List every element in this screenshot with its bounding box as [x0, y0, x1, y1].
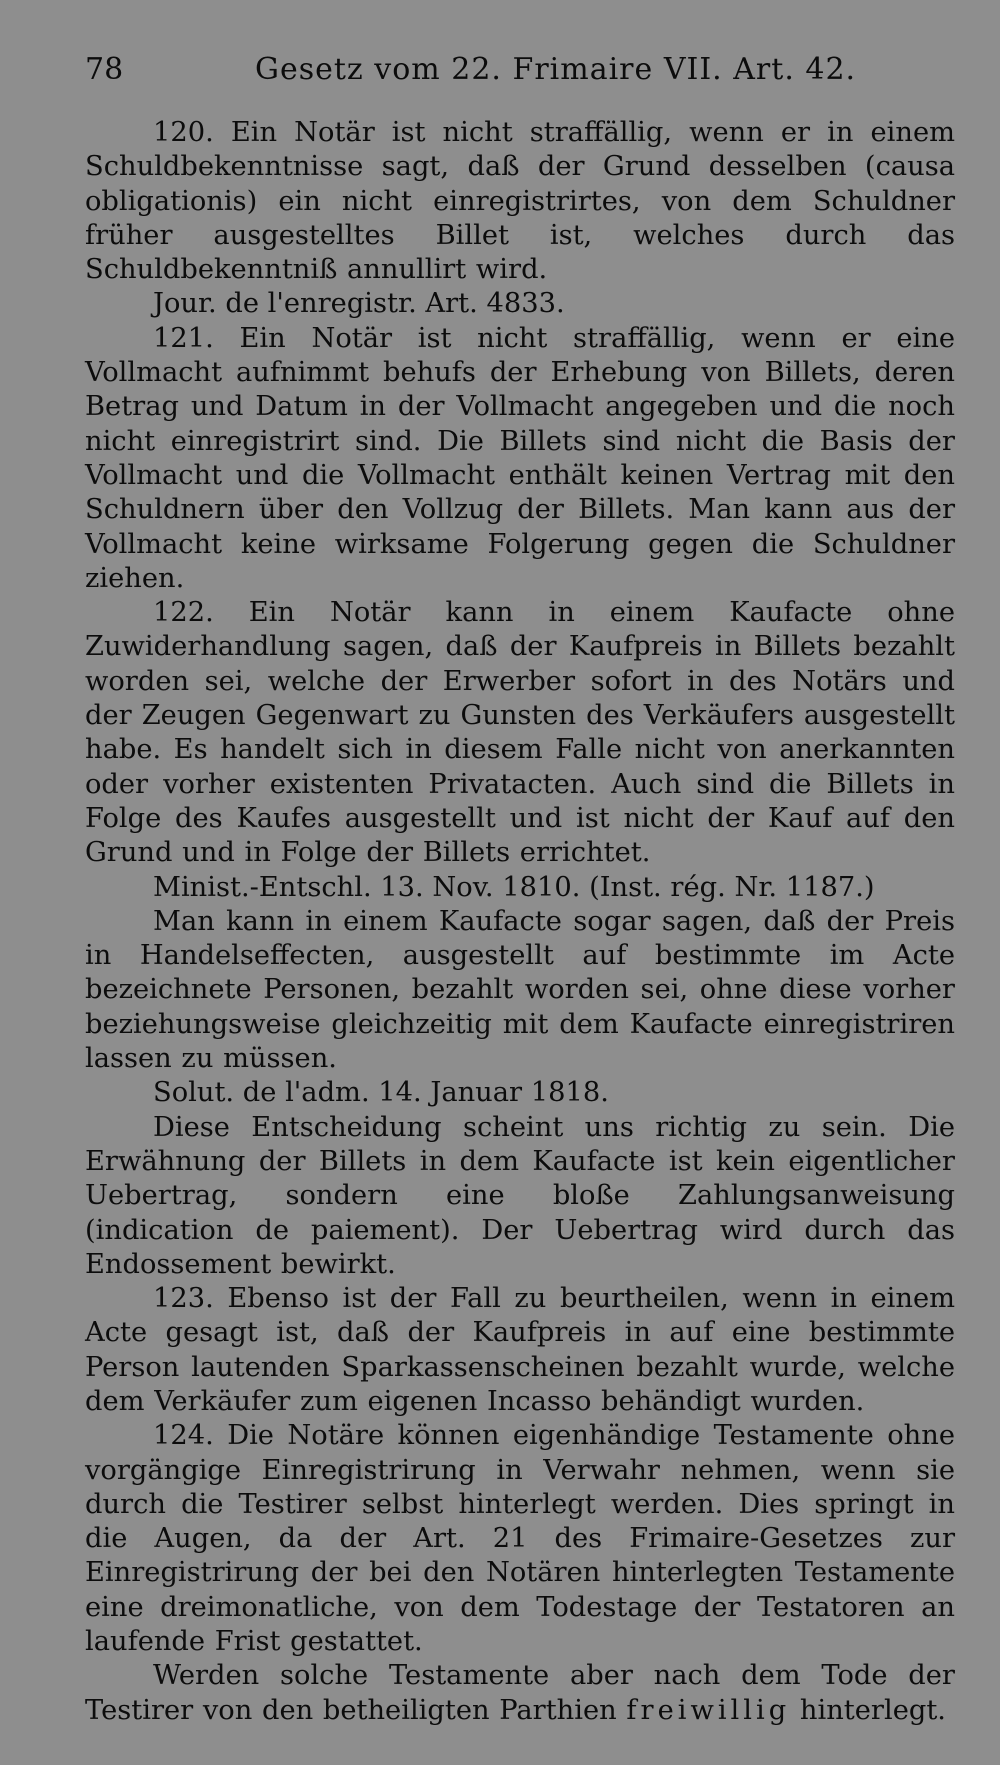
page-body: [85, 116, 955, 1728]
paragraph-124-b-end: hinterlegt.: [799, 1694, 946, 1726]
citation-122-b: Solut. de l'adm. 14. Januar 1818.: [153, 1077, 609, 1109]
citation-120: Jour. de l'enregistr. Art. 4833.: [153, 288, 565, 320]
paragraph-124-b: [85, 1659, 955, 1728]
paragraph-123: 123. Ebenso ist der Fall zu beurtheilen, wenn in einem Acte gesagt ist, daß der Kaufpreis in auf eine bestimmte Person lautenden Sparkassenscheinen bezahlt wurde, welche dem Verkäufer zum eigenen Incasso behändigt wurden.: [85, 1283, 955, 1417]
citation-122: Minist.-Entschl. 13. Nov. 1810. (Inst. rég. Nr. 1187.): [153, 871, 875, 903]
book-page: [85, 48, 955, 1728]
paragraph-124-b-start: Werden solche Testamente aber nach dem Tode der Testirer von den betheiligten Parthien: [85, 1660, 955, 1726]
paragraph-122-b: Man kann in einem Kaufacte sogar sagen, daß der Preis in Handelseffecten, ausgestellt auf bestimmte im Acte bezeichnete Personen, bezahlt worden sei, ohne diese vorher beziehungsweise gleichzeitig mit dem Kaufacte einregistriren lassen zu müssen.: [85, 905, 955, 1075]
page-number: 78: [85, 52, 124, 87]
emphasis-freiwillig: freiwillig: [626, 1694, 791, 1726]
running-title: Gesetz vom 22. Frimaire VII. Art. 42.: [255, 52, 857, 87]
paragraph-124: 124. Die Notäre können eigenhändige Testamente ohne vorgängige Einregistrirung in Verwahr nehmen, wenn sie durch die Testirer selbst hinterlegt werden. Dies springt in die Augen, da der Art. 21 des Frimaire-Gesetzes zur Einregistrirung der bei den Notären hinterlegten Testamente eine dreimonatliche, von dem Todestage der Testatoren an laufende Frist gestattet.: [85, 1420, 955, 1658]
paragraph-121: 121. Ein Notär ist nicht straffällig, wenn er eine Vollmacht aufnimmt behufs der Erhebung von Billets, deren Betrag und Datum in der Vollmacht angegeben und die noch nicht einregistrirt sind. Die Billets sind nicht die Basis der Vollmacht und die Vollmacht enthält keinen Vertrag mit den Schuldnern über den Vollzug der Billets. Man kann aus der Vollmacht keine wirksame Folgerung gegen die Schuldner ziehen.: [85, 322, 955, 594]
paragraph-122-c: Diese Entscheidung scheint uns richtig zu sein. Die Erwähnung der Billets in dem Kaufacte ist kein eigentlicher Uebertrag, sondern eine bloße Zahlungsanweisung (indication de paiement). Der Uebertrag wird durch das Endossement bewirkt.: [85, 1111, 955, 1280]
paragraph-120: 120. Ein Notär ist nicht straffällig, wenn er in einem Schuldbekenntnisse sagt, daß der Grund desselben (causa obligationis) ein nicht einregistrirtes, von dem Schuldner früher ausgestelltes Billet ist, welches durch das Schuldbekenntniß annullirt wird.: [85, 117, 955, 286]
page-header: [85, 48, 955, 108]
paragraph-122: 122. Ein Notär kann in einem Kaufacte ohne Zuwiderhandlung sagen, daß der Kaufpreis in Billets bezahlt worden sei, welche der Erwerber sofort in des Notärs und der Zeugen Gegenwart zu Gunsten des Verkäufers ausgestellt habe. Es handelt sich in diesem Falle nicht von anerkannten oder vorher existenten Privatacten. Auch sind die Billets in Folge des Kaufes ausgestellt und ist nicht der Kauf auf den Grund und in Folge der Billets errichtet.: [85, 597, 955, 869]
